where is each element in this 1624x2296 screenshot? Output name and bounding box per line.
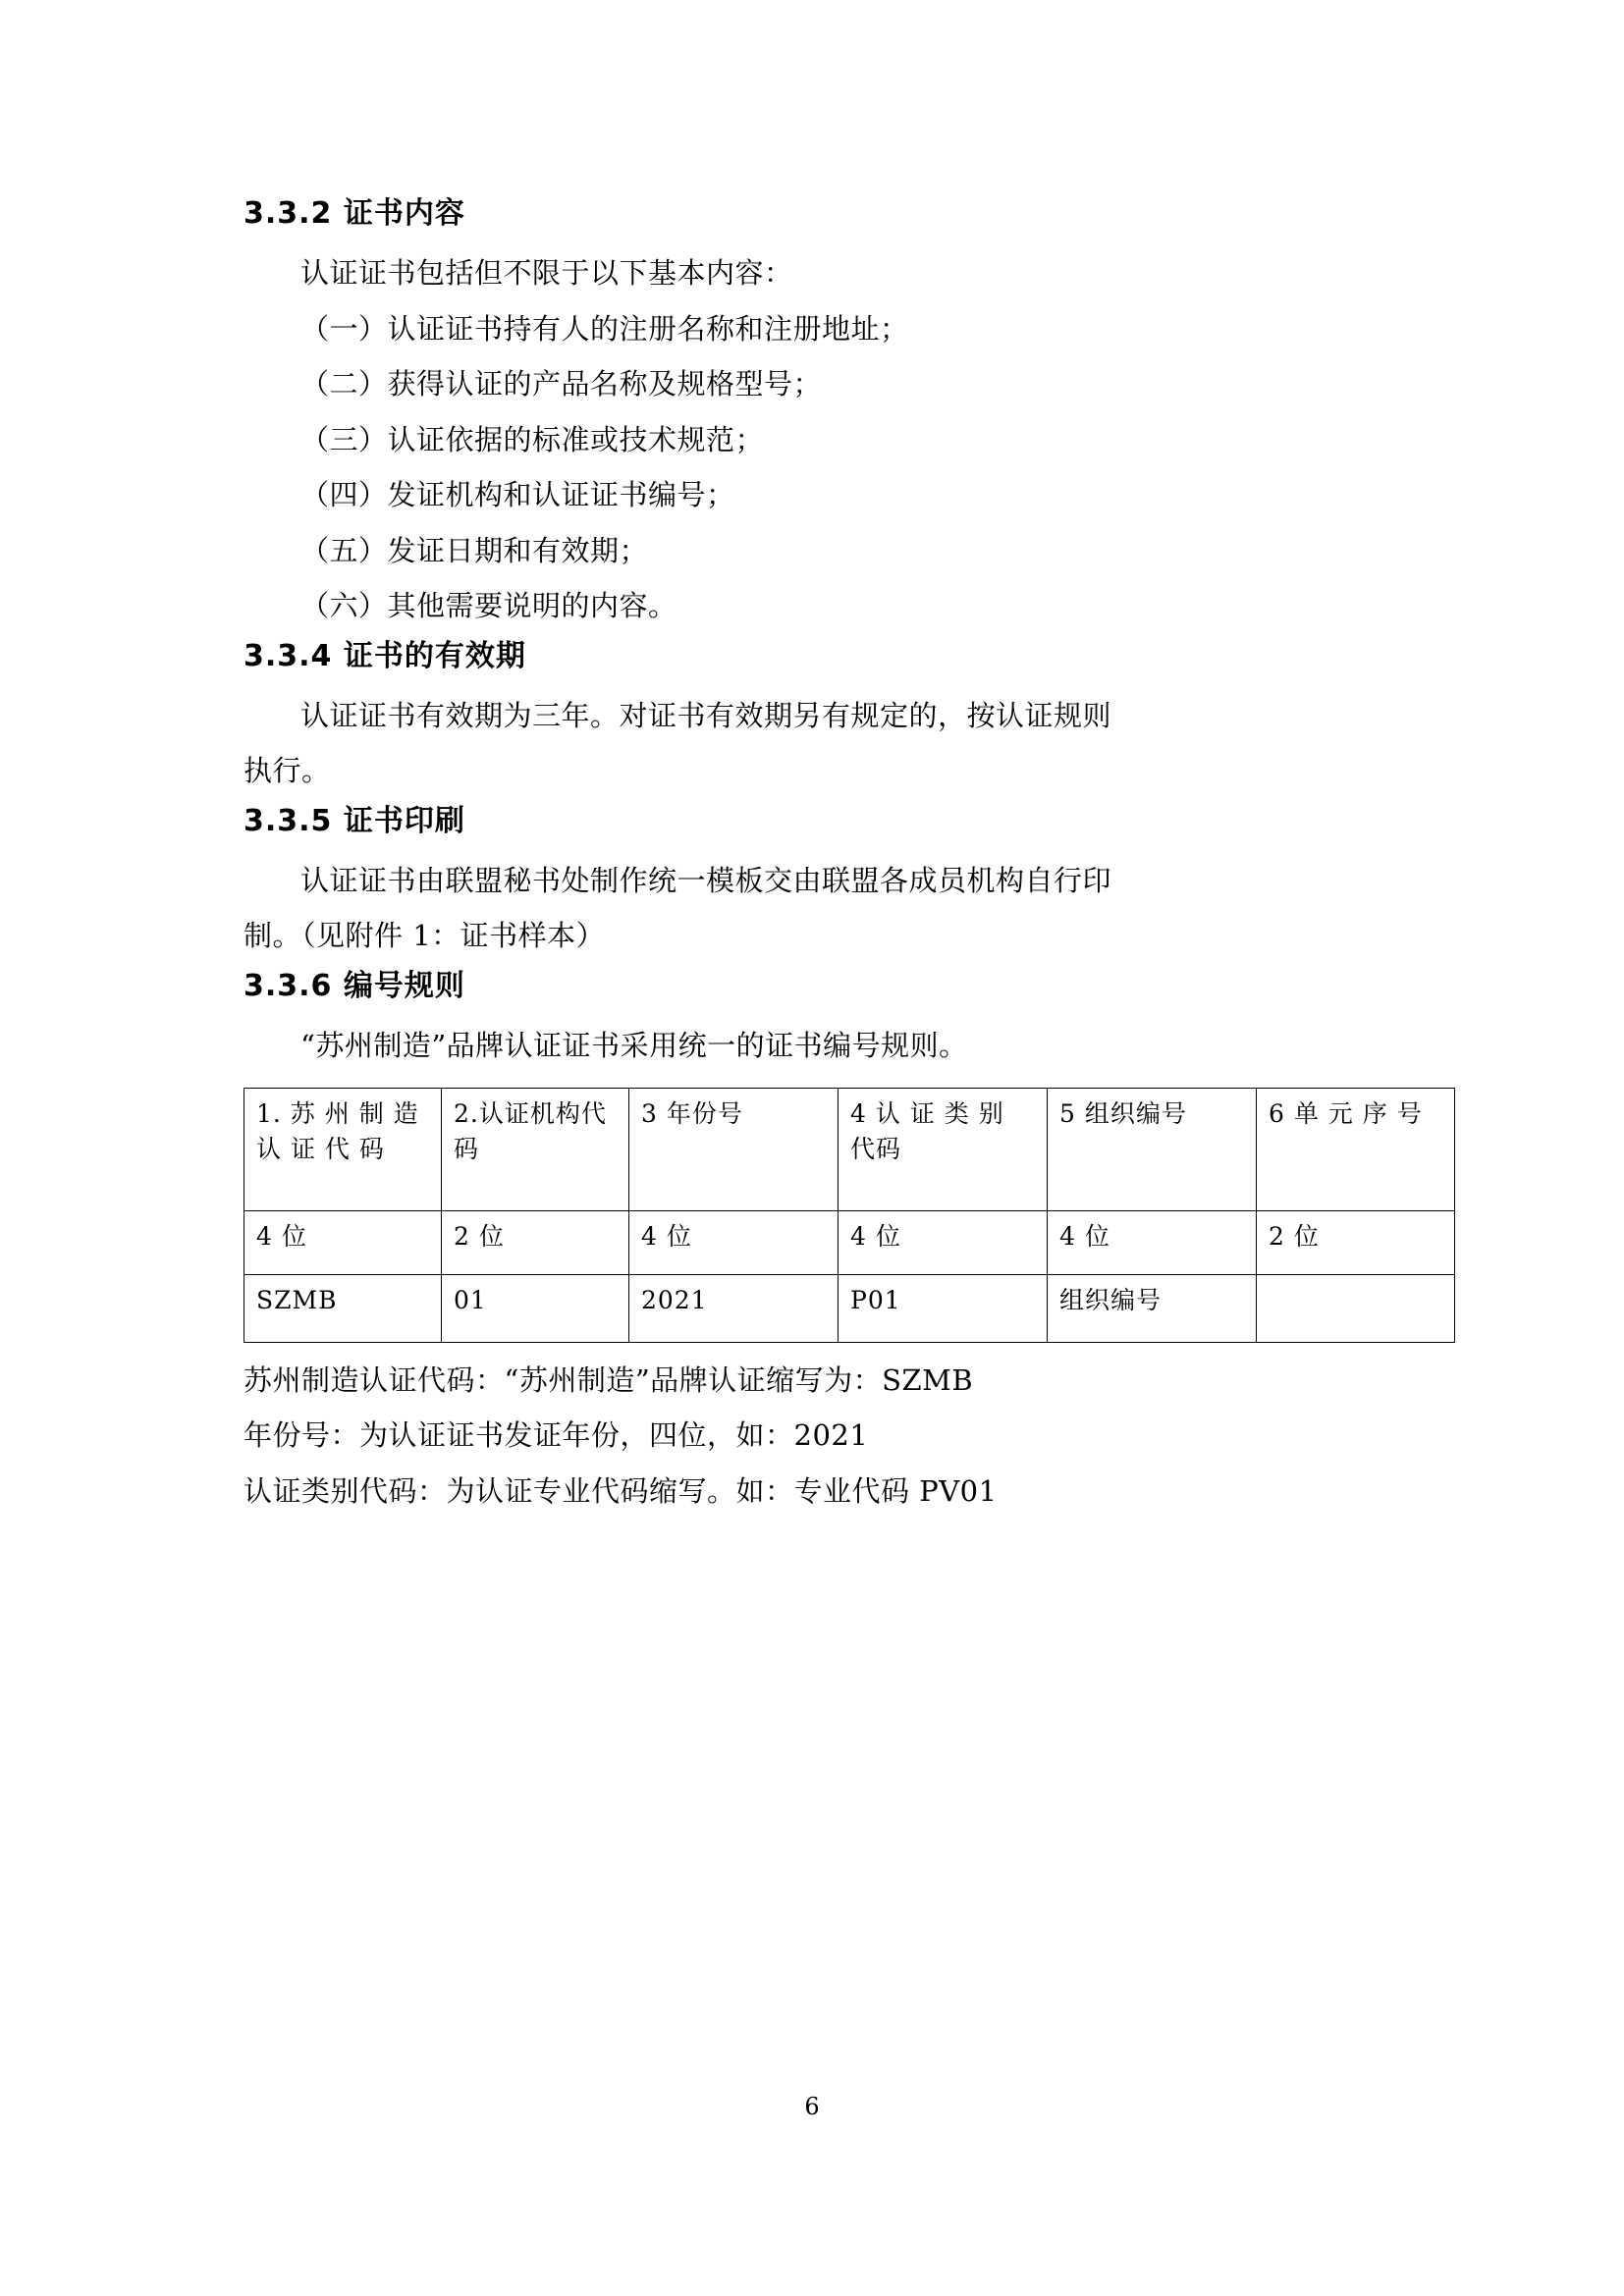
table-cell-example-2: 01 <box>442 1274 629 1342</box>
table-cell-category-label: 4 认 证 类 别 代码 <box>839 1088 1048 1210</box>
table-cell-digits-1: 4 位 <box>244 1210 442 1274</box>
note-line-3: 认证类别代码：为认证专业代码缩写。如：专业代码 PV01 <box>244 1473 998 1508</box>
table-cell-digits-5: 4 位 <box>1048 1210 1257 1274</box>
table-cell-digits-2: 2 位 <box>442 1210 629 1274</box>
table-notes <box>244 1353 1382 1520</box>
note-line-2: 年份号：为认证证书发证年份，四位，如：2021 <box>244 1418 869 1453</box>
table-row <box>244 1088 1455 1210</box>
table-cell-example-5: 组织编号 <box>1048 1274 1257 1342</box>
certificate-number-table <box>244 1088 1455 1343</box>
paragraph-intro: 认证证书包括但不限于以下基本内容： <box>300 256 793 290</box>
list-item-2: （二）获得认证的产品名称及规格型号； <box>300 367 823 401</box>
table-cell-digits-4: 4 位 <box>839 1210 1048 1274</box>
list-item-5: （五）发证日期和有效期； <box>300 533 649 567</box>
paragraph-printing-line-2: 制。（见附件 1：证书样本） <box>244 919 606 953</box>
table-cell-org-code-label: 2.认证机构代码 <box>442 1088 629 1210</box>
table-row <box>244 1274 1455 1342</box>
table-cell-example-6 <box>1257 1274 1455 1342</box>
table-cell-unitseq-label: 6 单 元 序 号 <box>1257 1088 1455 1210</box>
table-row <box>244 1210 1455 1274</box>
page-number: 6 <box>804 2093 820 2120</box>
paragraph-numbering-rule: “苏州制造”品牌认证证书采用统一的证书编号规则。 <box>300 1029 968 1063</box>
list-item-6: （六）其他需要说明的内容。 <box>300 589 677 623</box>
table-cell-year-label: 3 年份号 <box>629 1088 839 1210</box>
list-item-4: （四）发证机构和认证证书编号； <box>300 478 735 512</box>
section-heading-3-3-4: 3.3.4 证书的有效期 <box>244 638 526 673</box>
section-heading-3-3-6: 3.3.6 编号规则 <box>244 969 465 1004</box>
table-cell-orgnum-label: 5 组织编号 <box>1048 1088 1257 1210</box>
section-heading-3-3-2: 3.3.2 证书内容 <box>244 196 465 231</box>
table-cell-example-3: 2021 <box>629 1274 839 1342</box>
table-cell-digits-6: 2 位 <box>1257 1210 1455 1274</box>
paragraph-printing-line-1: 认证证书由联盟秘书处制作统一模板交由联盟各成员机构自行印 <box>300 863 1112 897</box>
document-body <box>244 191 1423 1519</box>
note-line-1: 苏州制造认证代码：“苏州制造”品牌认证缩写为：SZMB <box>244 1362 974 1397</box>
paragraph-validity-line-1: 认证证书有效期为三年。对证书有效期另有规定的，按认证规则 <box>300 698 1112 732</box>
table-cell-example-4: P01 <box>839 1274 1048 1342</box>
paragraph-validity-line-2: 执行。 <box>244 754 331 788</box>
table-cell-example-1: SZMB <box>244 1274 442 1342</box>
list-item-1: （一）认证证书持有人的注册名称和注册地址； <box>300 311 909 346</box>
table-cell-code-label: 1. 苏 州 制 造 认 证 代 码 <box>244 1088 442 1210</box>
list-item-3: （三）认证依据的标准或技术规范； <box>300 422 765 456</box>
section-heading-3-3-5: 3.3.5 证书印刷 <box>244 803 465 838</box>
table-cell-digits-3: 4 位 <box>629 1210 839 1274</box>
